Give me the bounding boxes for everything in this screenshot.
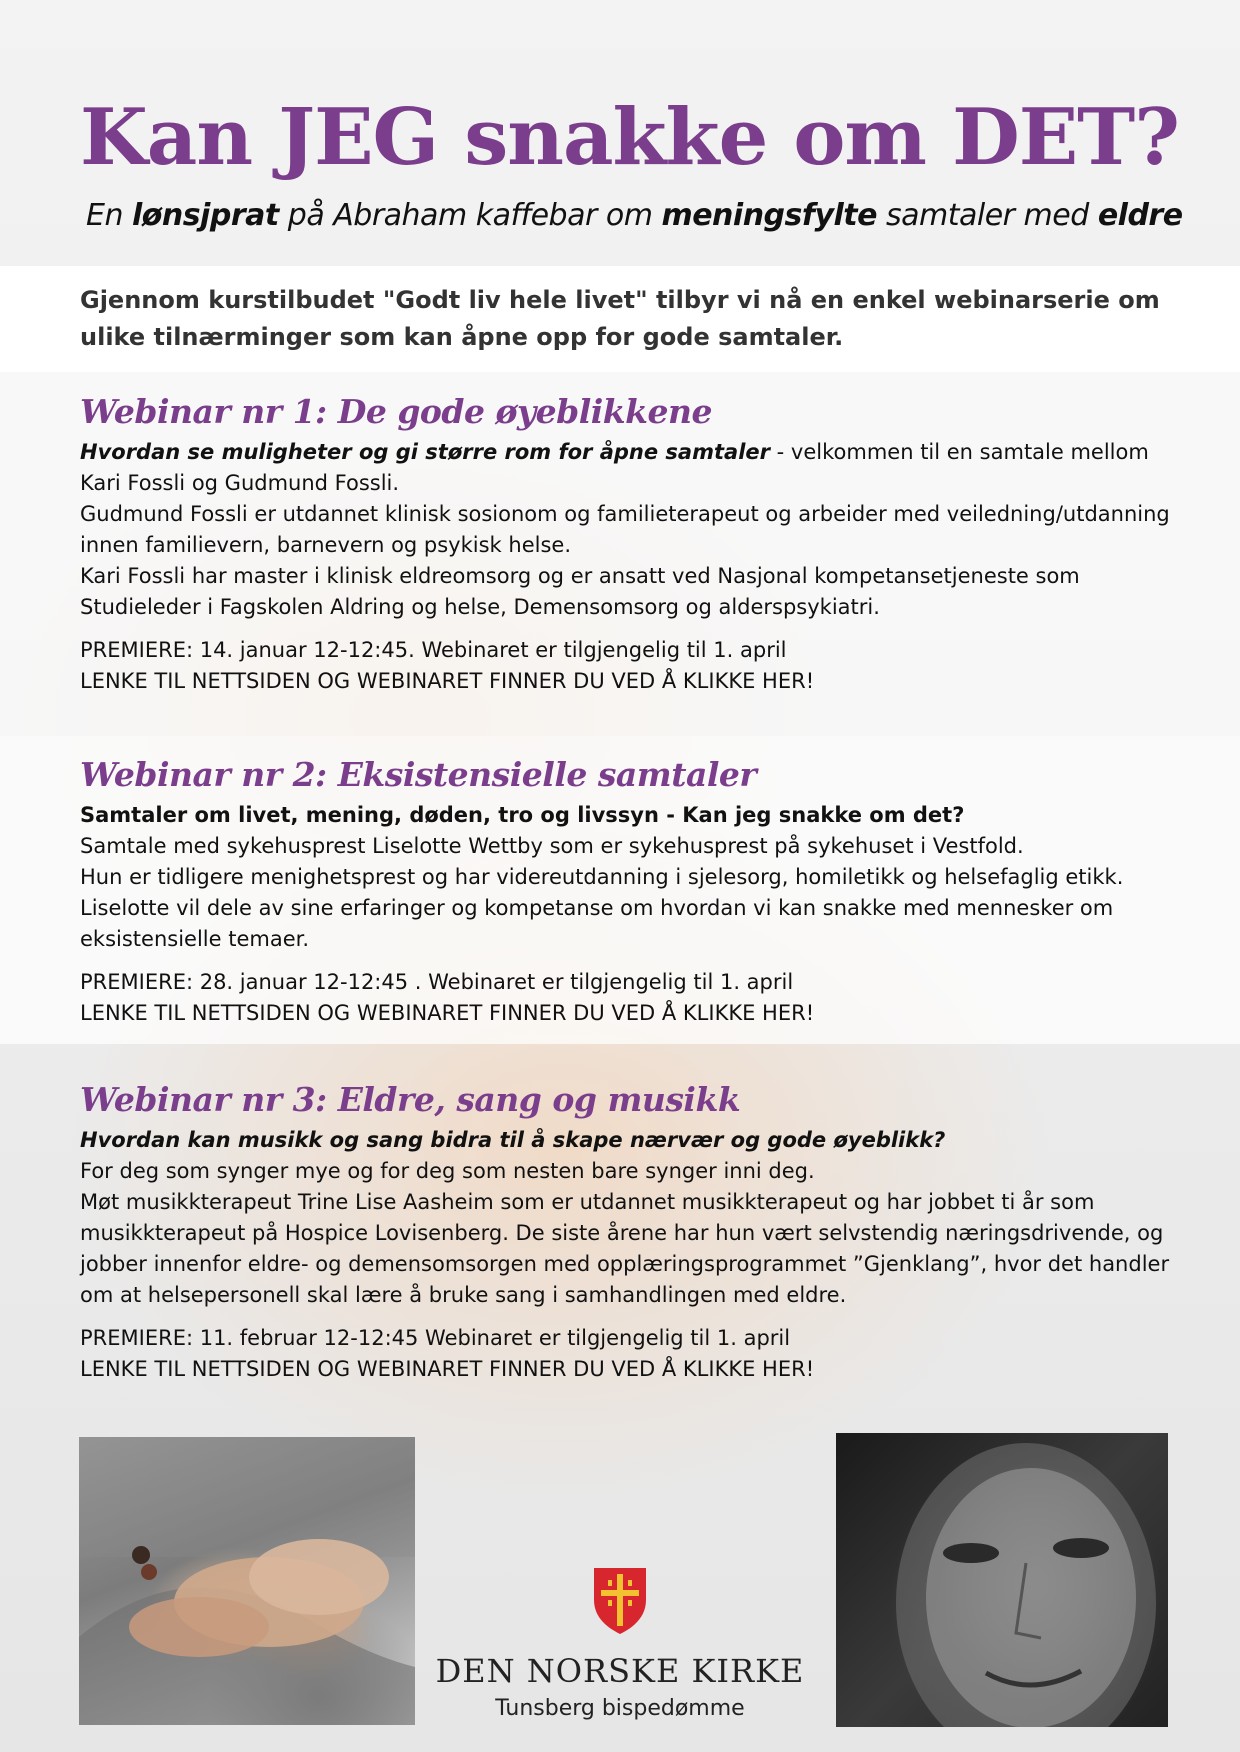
church-logo bbox=[430, 1566, 810, 1721]
webinar-3-title: Webinar nr 3: Eldre, sang og musikk bbox=[80, 1080, 741, 1119]
webinar-3-paragraph: For deg som synger mye og for deg som nesten bare synger inni deg. bbox=[80, 1159, 815, 1183]
elderly-woman-photo bbox=[836, 1433, 1168, 1727]
webinar-1-premiere: PREMIERE: 14. januar 12-12:45. Webinaret er tilgjengelig til 1. april bbox=[80, 638, 787, 662]
webinar-1-link[interactable]: LENKE TIL NETTSIDEN OG WEBINARET FINNER DU VED Å KLIKKE HER! bbox=[80, 669, 815, 693]
webinar-1-title: Webinar nr 1: De gode øyeblikkene bbox=[80, 392, 713, 431]
webinar-1-paragraph: Gudmund Fossli er utdannet klinisk sosionom og familieterapeut og arbeider med veiledning/utdanning innen familievern, barnevern og psykisk helse. bbox=[80, 502, 1170, 557]
webinar-1-lead: Hvordan se muligheter og gi større rom for åpne samtaler - velkommen til en samtale mellom Kari Fossli og Gudmund Fossli. bbox=[80, 440, 1149, 495]
webinar-2-premiere: PREMIERE: 28. januar 12-12:45 . Webinaret er tilgjengelig til 1. april bbox=[80, 970, 794, 994]
webinar-2 bbox=[80, 755, 1170, 1029]
page-title: Kan JEG snakke om DET? bbox=[80, 92, 1179, 183]
webinar-3-paragraph: Møt musikkterapeut Trine Lise Aasheim som er utdannet musikkterapeut og har jobbet ti år som musikkterapeut på Hospice Lovisenberg. De siste årene har hun vært selvstendig næringsdrivende, og jobber innenfor eldre- og demensomsorgen med opplæringsprogrammet ”Gjenklang”, hvor det handler om at helsepersonell skal lære å bruke sang i samhandlingen med eldre. bbox=[80, 1190, 1170, 1307]
diocese-name: Tunsberg bispedømme bbox=[495, 1696, 745, 1721]
intro-text: Gjennom kurstilbudet "Godt liv hele livet" tilbyr vi nå en enkel webinarserie om ulike tilnærminger som kan åpne opp for gode samtaler. bbox=[80, 286, 1160, 351]
hands-illustration bbox=[79, 1437, 415, 1725]
webinar-1-paragraph: Kari Fossli har master i klinisk eldreomsorg og er ansatt ved Nasjonal kompetansetjeneste som Studieleder i Fagskolen Aldring og helse, Demensomsorg og alderspsykiatri. bbox=[80, 564, 1080, 619]
page-subtitle: En lønsjprat på Abraham kaffebar om meningsfylte samtaler med eldre bbox=[86, 198, 1183, 233]
webinar-3-link[interactable]: LENKE TIL NETTSIDEN OG WEBINARET FINNER DU VED Å KLIKKE HER! bbox=[80, 1357, 815, 1381]
webinar-1 bbox=[80, 392, 1170, 697]
webinar-2-title: Webinar nr 2: Eksistensielle samtaler bbox=[80, 755, 757, 794]
webinar-2-paragraph: Samtale med sykehusprest Liselotte Wettby som er sykehusprest på sykehuset i Vestfold. bbox=[80, 834, 1024, 858]
webinar-2-lead: Samtaler om livet, mening, døden, tro og livssyn - Kan jeg snakke om det? bbox=[80, 803, 965, 827]
webinar-2-link[interactable]: LENKE TIL NETTSIDEN OG WEBINARET FINNER DU VED Å KLIKKE HER! bbox=[80, 1001, 815, 1025]
hands-photo bbox=[79, 1437, 415, 1725]
webinar-2-paragraph: Hun er tidligere menighetsprest og har videreutdanning i sjelesorg, homiletikk og helsefaglig etikk. Liselotte vil dele av sine erfaringer og kompetanse om hvordan vi kan snakke med mennesker om eksistensielle temaer. bbox=[80, 865, 1124, 951]
webinar-3-lead: Hvordan kan musikk og sang bidra til å skape nærvær og gode øyeblikk? bbox=[80, 1128, 946, 1152]
webinar-3 bbox=[80, 1080, 1170, 1385]
face-illustration bbox=[836, 1433, 1168, 1727]
church-shield-cross-icon bbox=[592, 1566, 648, 1636]
webinar-3-premiere: PREMIERE: 11. februar 12-12:45 Webinaret er tilgjengelig til 1. april bbox=[80, 1326, 791, 1350]
org-name: DEN NORSKE KIRKE bbox=[435, 1652, 805, 1690]
